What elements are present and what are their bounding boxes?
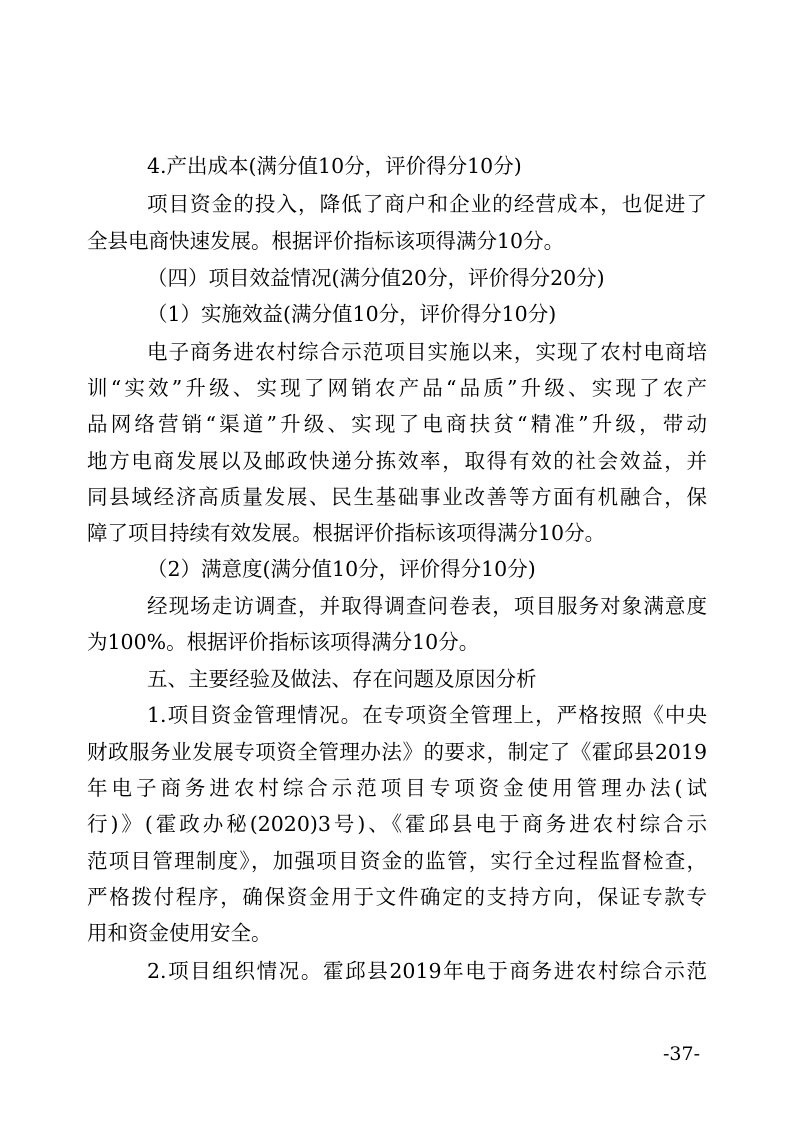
text-line: 行)》(霍政办秘(2020)3号)、《霍邱县电于商务进农村综合示 — [87, 812, 707, 836]
text-line: 全县电商快速发展。根据评价指标该项得满分10分。 — [87, 229, 565, 253]
text-line: （2）满意度(满分值10分，评价得分10分) — [147, 557, 536, 581]
section-heading: 五、主要经验及做法、存在问题及原因分析 — [147, 667, 537, 691]
page-number: -37- — [662, 1043, 700, 1065]
text-line: 品网络营销“渠道”升级、实现了电商扶贫“精准”升级，带动 — [87, 412, 707, 436]
text-line: 为100%。根据评价指标该项得满分10分。 — [87, 630, 480, 654]
text-line: 地方电商发展以及邮政快递分拣效率，取得有效的社会效益，并 — [87, 449, 707, 473]
text-line: （四）项目效益情况(满分值20分，评价得分20分) — [147, 266, 605, 290]
text-line: 经现场走访调查，并取得调查问卷表，项目服务对象满意度 — [147, 594, 707, 618]
text-line: 范项目管理制度》，加强项目资金的监管，实行全过程监督检查， — [87, 849, 707, 873]
text-line: 4.产出成本(满分值10分，评价得分10分) — [147, 154, 522, 178]
text-line: 2.项目组织情况。霍邱县2019年电于商务进农村综合示范 — [147, 959, 707, 983]
text-line: （1）实施效益(满分值10分，评价得分10分) — [147, 302, 557, 326]
text-line: 严格拨付程序，确保资金用于文件确定的支持方向，保证专款专 — [87, 885, 707, 909]
text-line: 年电子商务进农村综合示范项目专项资金使用管理办法(试 — [87, 776, 707, 800]
text-line: 训“实效”升级、实现了网销农产品“品质”升级、实现了农产 — [87, 376, 707, 400]
text-line: 项目资金的投入，降低了商户和企业的经营成本，也促进了 — [147, 192, 707, 216]
text-line: 1.项目资金管理情况。在专项资全管理上，严格按照《中央 — [147, 703, 707, 727]
text-line: 障了项目持续有效发展。根据评价指标该项得满分10分。 — [87, 521, 606, 545]
text-line: 电子商务进农村综合示范项目实施以来，实现了农村电商培 — [147, 340, 707, 364]
text-line: 同县域经济高质量发展、民生基础事业改善等方面有机融合，保 — [87, 485, 707, 509]
text-line: 财政服务业发展专项资全管理办法》的要求，制定了《霍邱县2019 — [87, 740, 707, 764]
text-line: 用和资金使用安全。 — [87, 921, 272, 945]
